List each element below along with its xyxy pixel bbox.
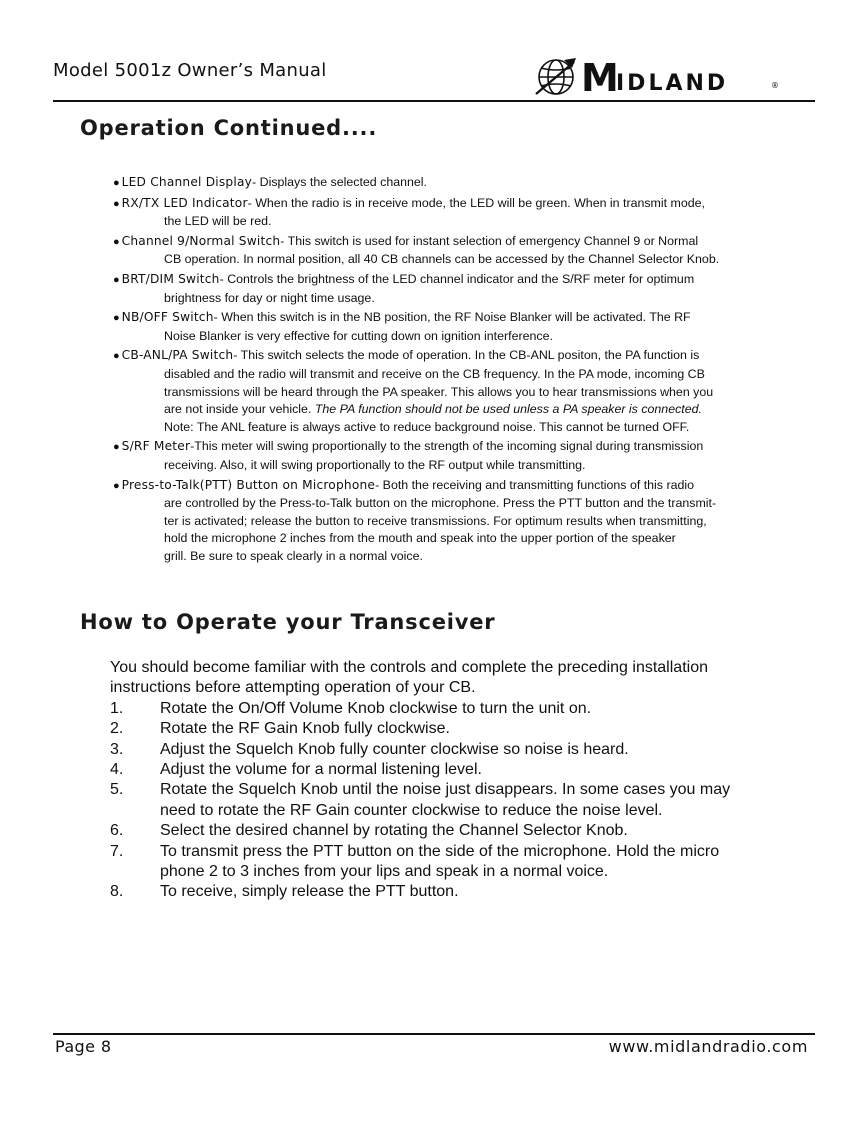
bullet-first-line — [113, 438, 813, 457]
step-number: 7. — [110, 842, 124, 860]
bullet-text: transmissions will be heard through the PA speaker. This allows you to hear transmissions when you — [164, 384, 714, 399]
header-divider — [53, 100, 815, 102]
step-number: 4. — [110, 761, 124, 779]
step-item — [110, 882, 810, 902]
bullet-item — [113, 271, 813, 307]
bullet-text: are controlled by the Press-to-Talk button on the microphone. Press the PTT button and the transmit- — [164, 496, 717, 511]
how-to-operate — [110, 658, 810, 903]
intro-paragraph — [110, 658, 810, 699]
bullet-text: ter is activated; release the button to receive transmissions. For optimum results when transmitting, — [164, 513, 707, 528]
bullet-term: BRT/DIM Switch — [121, 271, 220, 286]
bullet-text: - This switch selects the mode of operation. In the CB-ANL positon, the PA function is — [233, 348, 700, 363]
bullet-dot-icon: ● — [113, 235, 120, 248]
bullet-item — [113, 309, 813, 345]
brand-initial: M — [581, 56, 619, 100]
bullet-first-line — [113, 347, 813, 366]
intro-line: instructions before attempting operation of your CB. — [110, 679, 476, 697]
step-text: need to rotate the RF Gain counter clockwise to reduce the noise level. — [160, 801, 663, 819]
bullet-text: receiving. Also, it will swing proportionally to the RF output while transmitting. — [164, 457, 586, 472]
bullet-dot-icon: ● — [113, 441, 120, 454]
registered-mark: ® — [771, 81, 779, 90]
bullet-text: hold the microphone 2 inches from the mouth and speak into the upper portion of the speaker — [164, 531, 676, 546]
step-number: 5. — [110, 781, 124, 799]
bullet-first-line — [113, 233, 813, 252]
bullet-dot-icon: ● — [113, 350, 120, 363]
bullet-text: - When the radio is in receive mode, the LED will be green. When in transmit mode, — [247, 195, 705, 210]
website-url: www.midlandradio.com — [608, 1037, 808, 1056]
step-number: 3. — [110, 740, 124, 758]
section-heading-how-to: How to Operate your Transceiver — [80, 610, 496, 634]
step-item — [110, 780, 810, 821]
bullet-first-line — [113, 195, 813, 214]
bullet-item — [113, 174, 813, 193]
bullet-term: Channel 9/Normal Switch — [121, 233, 281, 248]
step-item — [110, 740, 810, 760]
bullet-term: LED Channel Display — [121, 175, 253, 189]
bullet-term: CB-ANL/PA Switch — [121, 348, 234, 363]
bullet-dot-icon: ● — [113, 197, 120, 210]
step-text: Rotate the On/Off Volume Knob clockwise to turn the unit on. — [160, 699, 592, 717]
step-item — [110, 719, 810, 739]
bullet-italic-text: The PA function should not be used unless a PA speaker is connected. — [314, 402, 702, 417]
bullet-term: S/RF Meter — [121, 439, 191, 454]
step-number: 1. — [110, 699, 124, 717]
footer-divider — [53, 1033, 815, 1035]
step-text: To receive, simply release the PTT button. — [160, 883, 459, 901]
step-number: 6. — [110, 822, 124, 840]
bullet-text: the LED will be red. — [164, 214, 272, 229]
bullet-item — [113, 233, 813, 269]
bullet-first-line — [113, 309, 813, 328]
step-item — [110, 699, 810, 719]
bullet-dot-icon: ● — [113, 273, 120, 286]
bullet-item — [113, 347, 813, 436]
bullet-first-line — [113, 477, 813, 496]
step-number: 2. — [110, 720, 124, 738]
brand-name: IDLAND — [616, 71, 729, 96]
step-text: Rotate the Squelch Knob until the noise just disappears. In some cases you may — [160, 781, 731, 799]
step-text: To transmit press the PTT button on the side of the microphone. Hold the micro — [160, 842, 720, 860]
bullet-text: - When this switch is in the NB position, the RF Noise Blanker will be activated. The RF — [213, 310, 691, 325]
bullet-text: - Controls the brightness of the LED channel indicator and the S/RF meter for optimum — [219, 271, 695, 286]
step-number: 8. — [110, 883, 124, 901]
bullet-first-line — [113, 271, 813, 290]
bullet-text: Noise Blanker is very effective for cutting down on ignition interference. — [164, 328, 553, 343]
bullet-text: are not inside your vehicle. — [164, 402, 315, 417]
bullet-term: NB/OFF Switch — [121, 310, 214, 325]
step-text: Rotate the RF Gain Knob fully clockwise. — [160, 720, 450, 738]
bullet-text: - Displays the selected channel. — [252, 175, 427, 189]
bullet-term: Press-to-Talk(PTT) Button on Microphone — [121, 477, 376, 492]
bullet-text: brightness for day or night time usage. — [164, 290, 375, 305]
bullet-text: -This meter will swing proportionally to the strength of the incoming signal during transmission — [190, 439, 704, 454]
bullet-text: grill. Be sure to speak clearly in a normal voice. — [164, 548, 423, 563]
step-text: Adjust the Squelch Knob fully counter clockwise so noise is heard. — [160, 740, 629, 758]
bullet-text: - This switch is used for instant selection of emergency Channel 9 or Normal — [280, 233, 699, 248]
step-text: Adjust the volume for a normal listening level. — [160, 761, 482, 779]
intro-line: You should become familiar with the controls and complete the preceding installation — [110, 659, 708, 676]
header-title: Model 5001z Owner’s Manual — [53, 60, 327, 81]
bullet-note: Note: The ANL feature is always active to reduce background noise. This cannot be turned OFF. — [164, 419, 690, 434]
bullet-term: RX/TX LED Indicator — [121, 195, 248, 210]
step-item — [110, 842, 810, 883]
step-item — [110, 821, 810, 841]
step-text: Select the desired channel by rotating the Channel Selector Knob. — [160, 822, 628, 840]
step-item — [110, 760, 810, 780]
bullet-text: - Both the receiving and transmitting functions of this radio — [375, 477, 694, 492]
steps-list — [110, 699, 810, 903]
bullet-text: disabled and the radio will transmit and receive on the CB frequency. In the PA mode, incoming CB — [164, 366, 705, 381]
bullet-first-line — [113, 174, 813, 193]
page-number: Page 8 — [55, 1037, 112, 1056]
bullet-dot-icon: ● — [113, 312, 120, 325]
feature-bullet-list — [113, 174, 813, 567]
section-heading-operation: Operation Continued.... — [80, 116, 378, 140]
midland-logo — [534, 54, 779, 100]
bullet-dot-icon: ● — [113, 479, 120, 492]
globe-icon — [536, 58, 576, 94]
bullet-item — [113, 438, 813, 474]
bullet-item — [113, 195, 813, 231]
bullet-item — [113, 477, 813, 566]
bullet-text: CB operation. In normal position, all 40 CB channels can be accessed by the Channel Selector Knob. — [164, 252, 720, 267]
bullet-dot-icon: ● — [113, 177, 120, 189]
step-text: phone 2 to 3 inches from your lips and speak in a normal voice. — [160, 863, 609, 881]
